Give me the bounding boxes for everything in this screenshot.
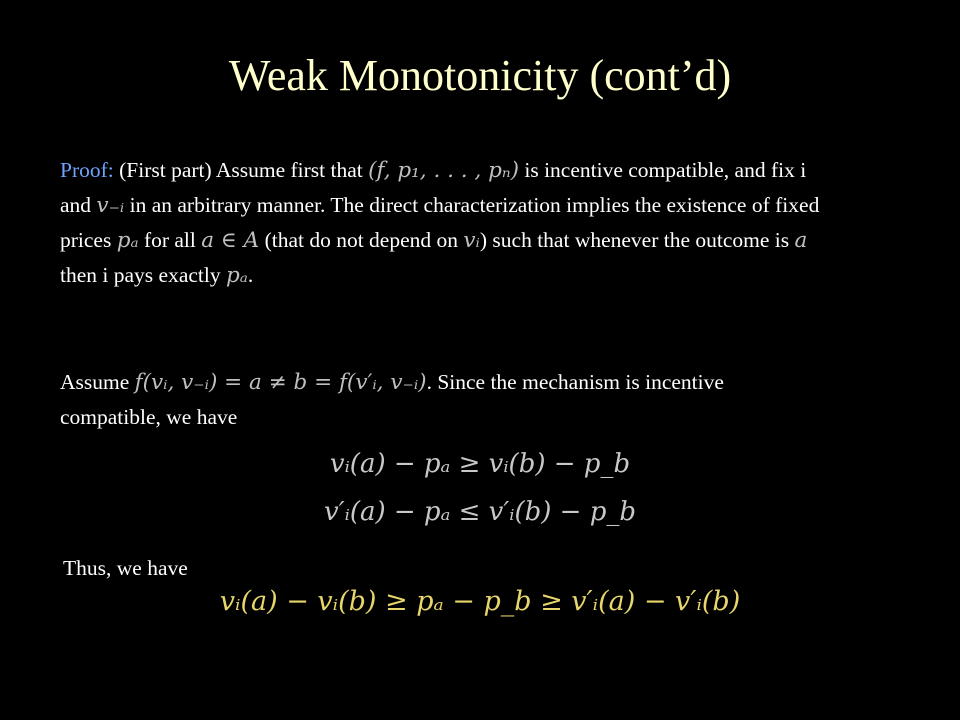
slide-title: Weak Monotonicity (cont’d) <box>228 51 732 100</box>
math-a-in-A: a ∈ A <box>201 228 260 253</box>
proof-text-2: is incentive compatible, and fix i and <box>60 158 807 217</box>
math-v-minus-i: v₋ᵢ <box>96 193 125 218</box>
math-price-pa: pₐ <box>116 228 139 253</box>
thus-label: Thus, we have <box>63 556 188 580</box>
math-mechanism-tuple: (f, p₁, . . . , pₙ) <box>368 158 519 183</box>
assume-text-1: Assume <box>60 370 135 394</box>
math-v-i: vᵢ <box>463 228 480 253</box>
proof-paragraph <box>60 153 820 293</box>
ic-inequality-1: vᵢ(a) − pₐ ≥ vᵢ(b) − p_b <box>329 449 631 479</box>
math-outcome-a: a <box>794 228 808 253</box>
proof-text-5: (that do not depend on <box>259 228 464 252</box>
proof-label: Proof: <box>60 158 114 182</box>
proof-text-4: for all <box>138 228 202 252</box>
assume-text-2: . Since the mechanism is incentive compatible, we have <box>60 370 724 429</box>
proof-text-6: ) such that whenever the outcome is <box>479 228 795 252</box>
proof-text-3: in an arbitrary manner. The direct characterization implies the existence of fixed prices <box>60 193 820 252</box>
proof-text-1: (First part) Assume first that <box>113 158 369 182</box>
final-inequality: vᵢ(a) − vᵢ(b) ≥ pₐ − p_b ≥ v′ᵢ(a) − v′ᵢ(b) <box>219 586 741 617</box>
math-assumption: f(vᵢ, v₋ᵢ) = a ≠ b = f(v′ᵢ, v₋ᵢ) <box>134 370 427 395</box>
ic-inequality-2: v′ᵢ(a) − pₐ ≤ v′ᵢ(b) − p_b <box>324 497 636 527</box>
math-price-pa-2: pₐ <box>225 263 248 288</box>
assume-paragraph <box>60 365 820 435</box>
proof-text-8: . <box>247 263 254 287</box>
proof-text-7: then i pays exactly <box>60 263 226 287</box>
